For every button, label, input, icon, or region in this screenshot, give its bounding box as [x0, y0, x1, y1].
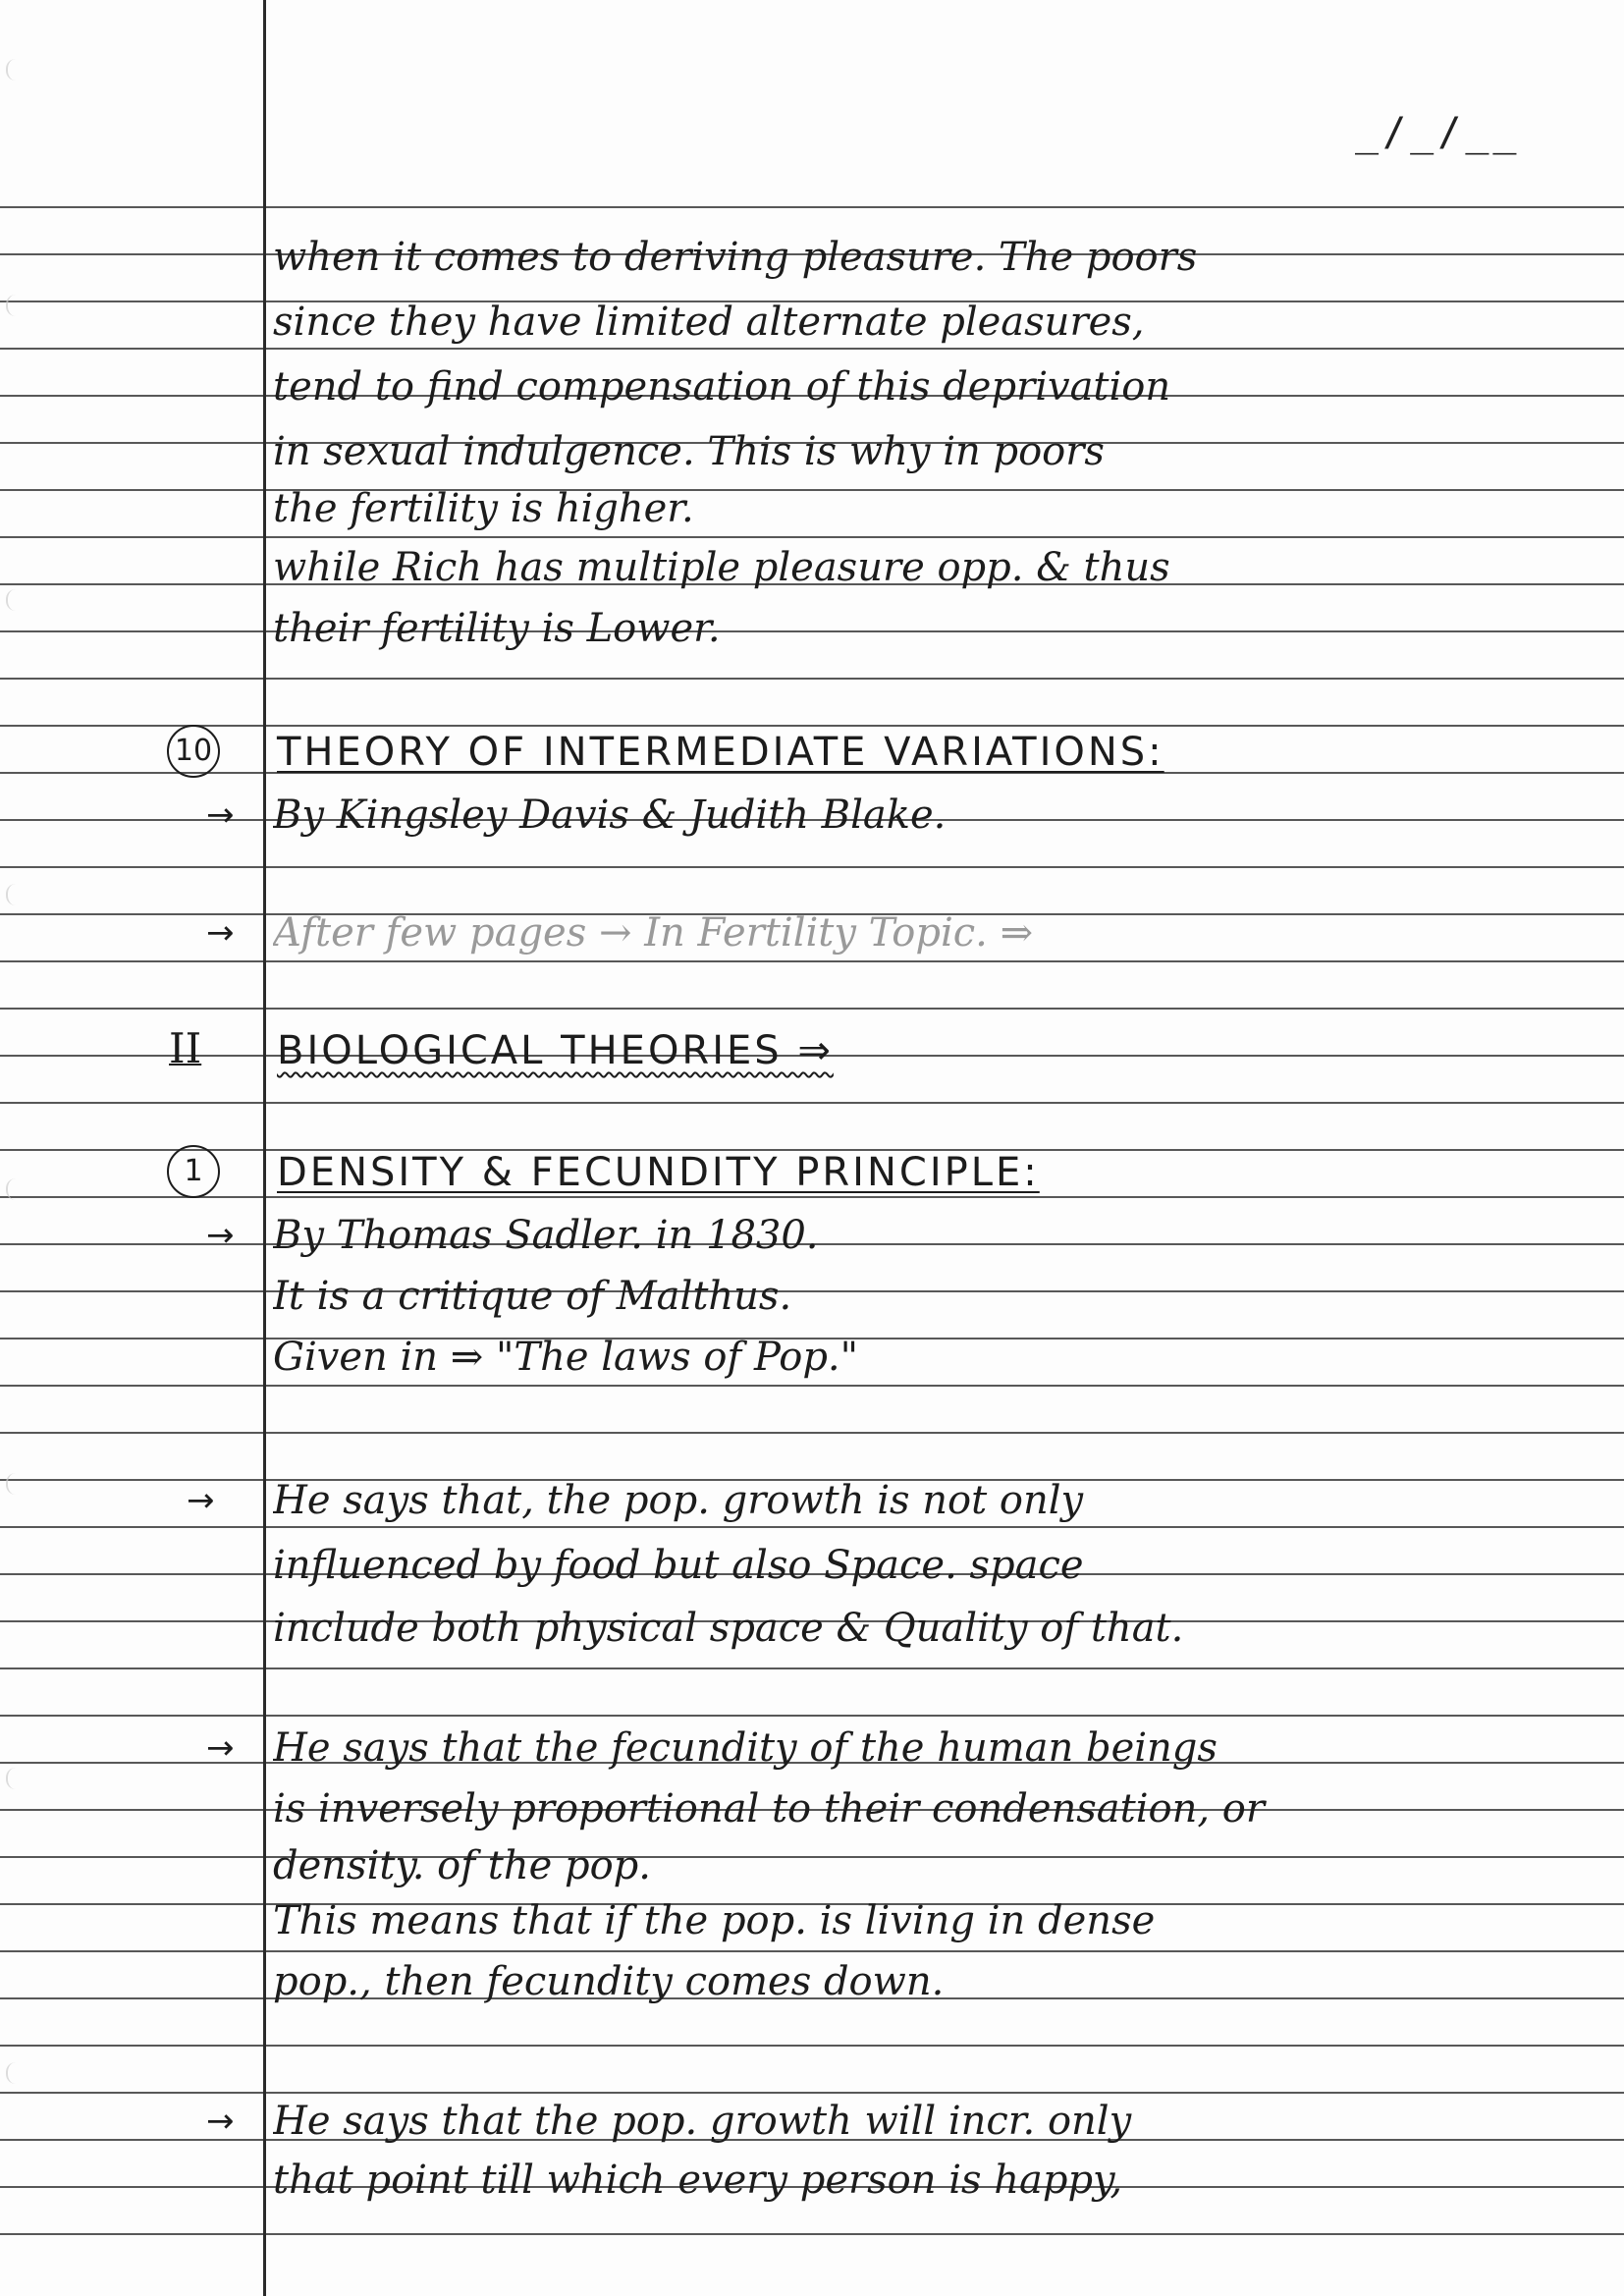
text-line: include both physical space & Quality of that.	[273, 1607, 1184, 1650]
arrow-icon: →	[206, 795, 235, 835]
text-line: This means that if the pop. is living in dense	[273, 1899, 1156, 1942]
arrow-icon: →	[206, 1216, 235, 1255]
arrow-icon: →	[206, 913, 235, 953]
text-line: is inversely proportional to their condensation, or	[273, 1787, 1265, 1831]
cross-reference-note: After few pages → In Fertility Topic. ⇒	[273, 911, 1034, 955]
text-line: By Kingsley Davis & Judith Blake.	[273, 793, 947, 837]
text-line: their fertility is Lower.	[273, 607, 721, 650]
text-line: since they have limited alternate pleasures,	[273, 301, 1145, 344]
text-line: influenced by food but also Space. space	[273, 1544, 1084, 1587]
text-line: He says that, the pop. growth is not only	[273, 1479, 1084, 1522]
text-line: By Thomas Sadler. in 1830.	[273, 1214, 819, 1257]
text-line: the fertility is higher.	[273, 487, 694, 530]
arrow-icon: →	[187, 1481, 215, 1520]
arrow-icon: →	[206, 2102, 235, 2141]
text-line: tend to find compensation of this deprivation	[273, 365, 1171, 409]
text-line: when it comes to deriving pleasure. The poors	[273, 236, 1198, 279]
text-line: He says that the pop. growth will incr. only	[273, 2100, 1132, 2143]
text-line: He says that the fecundity of the human beings	[273, 1726, 1218, 1770]
section-numeral-II: II	[169, 1024, 202, 1072]
margin-line	[263, 0, 266, 2296]
arrow-icon: →	[206, 1728, 235, 1768]
section-number-10: 10	[167, 725, 220, 778]
text-line: pop., then fecundity comes down.	[273, 1960, 945, 2003]
text-line: in sexual indulgence. This is why in poors	[273, 430, 1105, 473]
section-heading-density-fecundity: DENSITY & FECUNDITY PRINCIPLE:	[277, 1150, 1040, 1195]
text-line: that point till which every person is happy,	[273, 2159, 1123, 2202]
text-line: It is a critique of Malthus.	[273, 1275, 792, 1318]
text-line: density. of the pop.	[273, 1844, 651, 1887]
section-heading-intermediate-variations: THEORY OF INTERMEDIATE VARIATIONS:	[277, 730, 1164, 775]
text-line: while Rich has multiple pleasure opp. & thus	[273, 546, 1170, 589]
section-number-1: 1	[167, 1145, 220, 1198]
section-heading-biological-theories: BIOLOGICAL THEORIES ⇒	[277, 1028, 834, 1073]
date-field: _/_/__	[1355, 110, 1521, 155]
text-line: Given in ⇒ "The laws of Pop."	[273, 1336, 859, 1379]
